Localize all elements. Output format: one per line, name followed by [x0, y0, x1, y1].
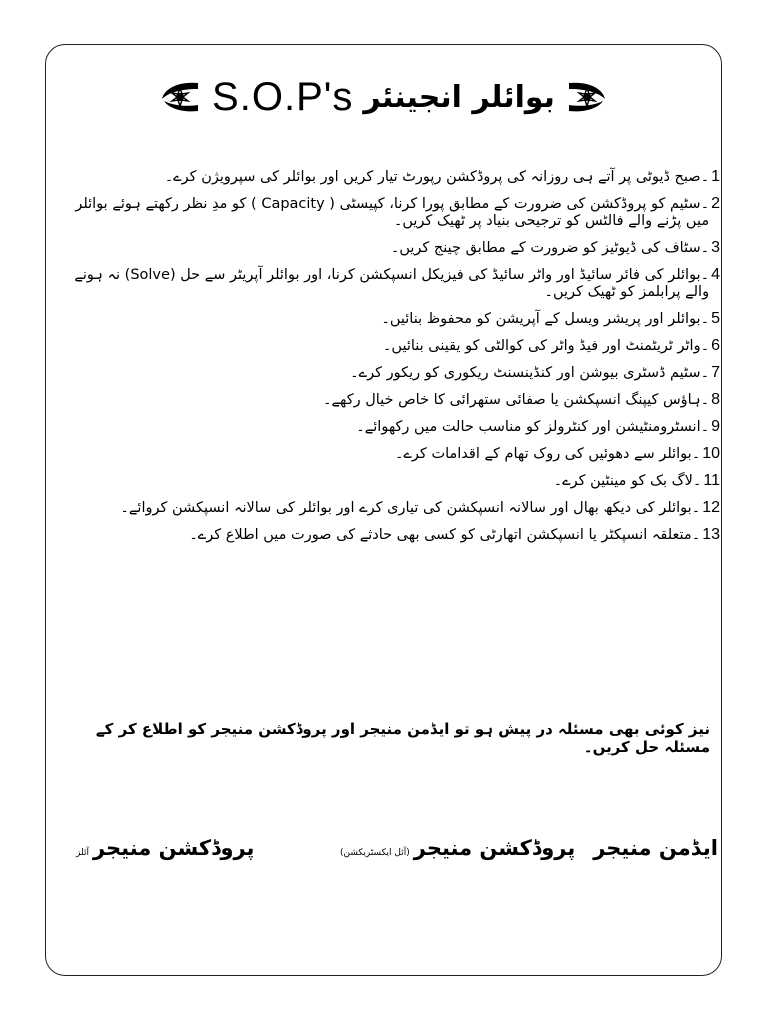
item-text: ۔بوائلر اور پریشر ویسل کے آپریشن کو محفوظ بنائیں۔: [381, 311, 710, 327]
list-item: [70, 310, 720, 328]
list-item: [70, 337, 720, 355]
item-number: 10: [702, 445, 720, 462]
list-item: [70, 364, 720, 382]
list-item: [70, 418, 720, 436]
signature-sub-label: آئلز: [76, 848, 89, 858]
item-number: 1: [711, 168, 720, 185]
list-item: [70, 266, 720, 301]
item-text: ۔صبح ڈیوٹی پر آتے ہی روزانہ کی پروڈکشن رپورٹ تیار کریں اور بوائلر کی سپرویژن کرے۔: [164, 169, 710, 185]
list-item: [70, 195, 720, 230]
right-ornament-icon: [565, 77, 609, 117]
list-item: [70, 239, 720, 257]
item-text: ۔بوائلر سے دھوئیں کی روک تھام کے اقدامات کرے۔: [394, 446, 701, 462]
item-number: 13: [702, 526, 720, 543]
item-text: ۔سٹاف کی ڈیوٹیز کو ضرورت کے مطابق چینج کریں۔: [390, 240, 710, 256]
item-number: 2: [711, 195, 720, 212]
item-number: 9: [711, 418, 720, 435]
item-text: ۔لاگ بک کو مینٹین کرے۔: [553, 473, 702, 489]
list-item: [70, 445, 720, 463]
item-number: 5: [711, 310, 720, 327]
signature-sub-label: (آئل ایکسٹریکشن): [340, 848, 410, 858]
item-number: 4: [711, 266, 720, 283]
item-text: ۔بوائلر کی دیکھ بھال اور سالانہ انسپکشن کی تیاری کرے اور بوائلر کی سالانہ انسپکشن کروائے۔: [120, 500, 701, 516]
list-item: [70, 499, 720, 517]
signature-label: ایڈمن منیجر: [593, 836, 718, 860]
sop-list: [70, 168, 720, 553]
title-urdu: بوائلر انجینئر: [363, 79, 555, 115]
signature-admin-manager: [593, 836, 718, 860]
item-number: 12: [702, 499, 720, 516]
item-text: ۔سٹیم ڈسٹری بیوشن اور کنڈینسنٹ ریکوری کو ریکور کرے۔: [350, 365, 710, 381]
item-text: ۔واٹر ٹریٹمنٹ اور فیڈ واٹر کی کوالٹی کو یقینی بنائیں۔: [382, 338, 710, 354]
signature-label: پروڈکشن منیجر: [92, 836, 255, 860]
item-number: 8: [711, 391, 720, 408]
signature-label: پروڈکشن منیجر: [413, 836, 576, 860]
list-item: [70, 168, 720, 186]
item-text: ۔بوائلر کی فائر سائیڈ اور واٹر سائیڈ کی فیزیکل انسپکشن کرنا، اور بوائلر آپریٹر سے حل (Solve) نہ ہونے والے پرابلمز کو ٹھیک کریں۔: [74, 267, 710, 300]
list-item: [70, 526, 720, 544]
left-ornament-icon: [158, 77, 202, 117]
item-text: ۔ہاؤس کیپنگ انسپکشن یا صفائی ستھرائی کا خاص خیال رکھے۔: [323, 392, 710, 408]
footer-note: نیز کوئی بھی مسئلہ در پیش ہو تو ایڈمن منیجر اور پروڈکشن منیجر کو اطلاع کر کے مسئلہ حل کریں۔: [95, 720, 710, 756]
item-text: ۔سٹیم کو پروڈکشن کی ضرورت کے مطابق پورا کرنا، کپیسٹی ( Capacity ) کو مدِ نظر رکھتے ہوئے بوائلر میں پڑنے والے فالٹس کو ترجیحی بنیاد پر ٹھیک کریں۔: [75, 196, 710, 229]
item-number: 11: [703, 472, 720, 489]
signature-production-manager-oil: [340, 836, 575, 860]
title-latin: S.O.P's: [212, 74, 354, 119]
item-number: 7: [711, 364, 720, 381]
item-number: 6: [711, 337, 720, 354]
signature-production-manager-oils: [76, 836, 254, 860]
list-item: [70, 472, 720, 490]
item-text: ۔انسٹرومنٹیشن اور کنٹرولز کو مناسب حالت میں رکھوائے۔: [356, 419, 710, 435]
page-title: [45, 62, 722, 132]
item-text: ۔متعلقہ انسپکٹر یا انسپکشن اتھارٹی کو کسی بھی حادثے کی صورت میں اطلاع کرے۔: [189, 527, 701, 543]
list-item: [70, 391, 720, 409]
item-number: 3: [711, 239, 720, 256]
